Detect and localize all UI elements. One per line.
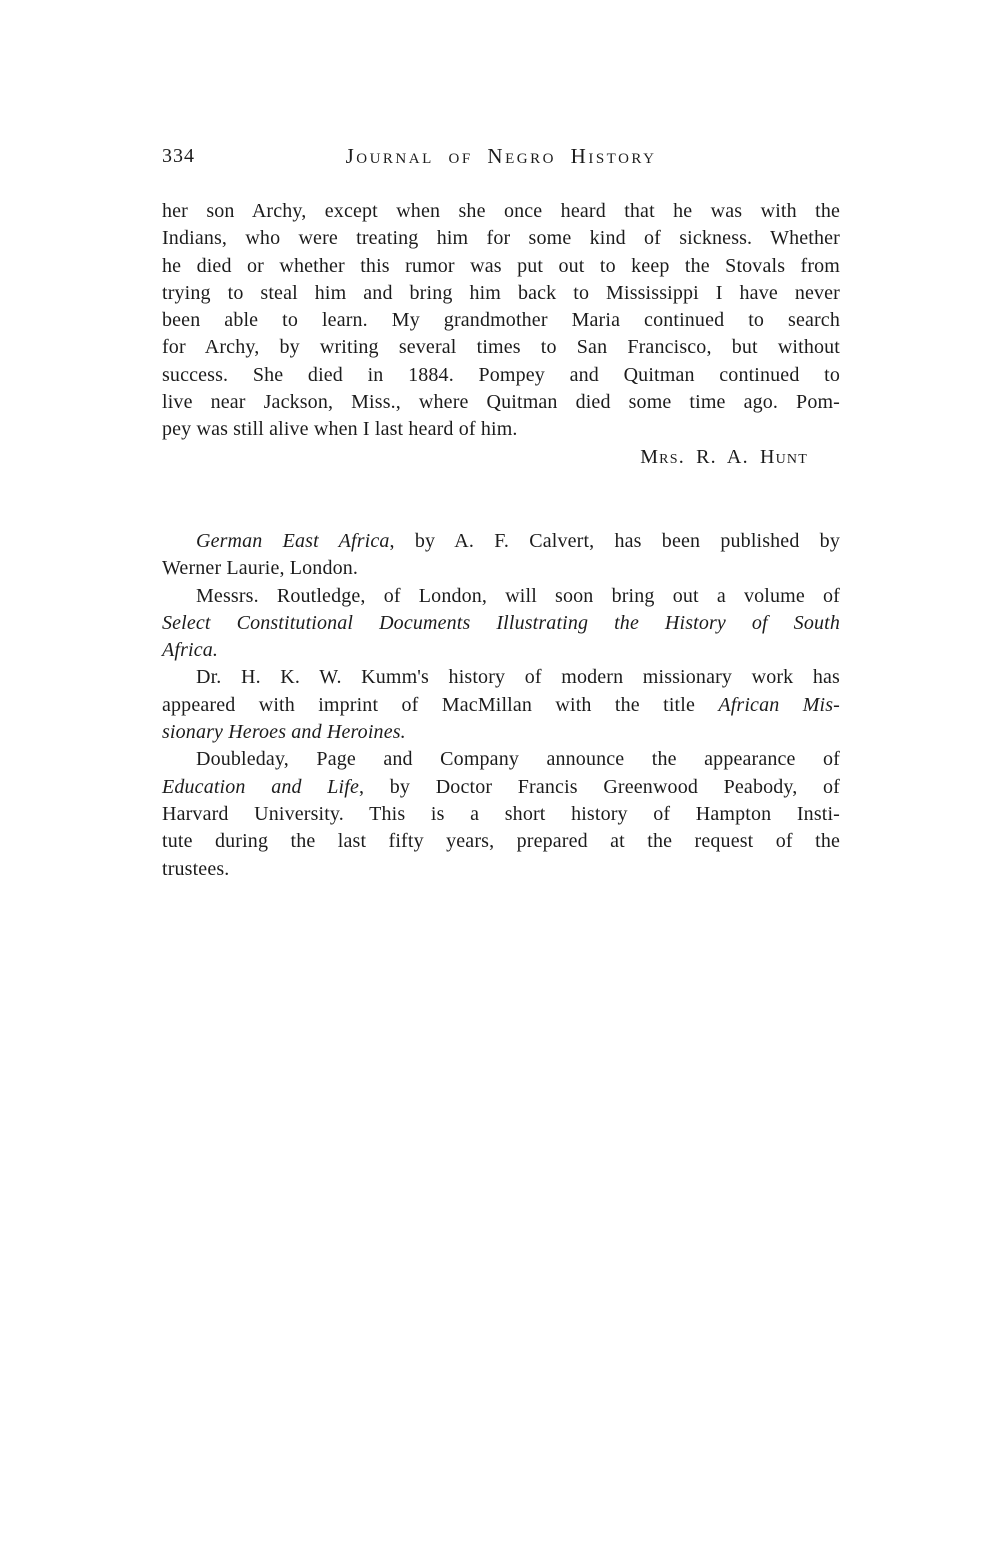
italic-text-run: African Mis- — [718, 693, 840, 716]
text-line — [162, 583, 840, 610]
text-line — [162, 555, 840, 582]
text-line — [162, 362, 840, 389]
text-line — [162, 334, 840, 361]
text-line — [162, 828, 840, 855]
text-line — [162, 225, 840, 252]
text-run: appeared with imprint of MacMillan with the title — [162, 693, 719, 716]
text-run: tute during the last fifty years, prepared at the request of the — [162, 830, 840, 853]
text-run: trustees. — [162, 857, 230, 880]
page-content — [162, 0, 840, 883]
journal-title: Journal of Negro History — [345, 144, 657, 168]
signature: Mrs. R. A. Hunt — [640, 445, 808, 468]
text-line — [162, 856, 840, 883]
text-line — [162, 692, 840, 719]
text-run: Werner Laurie, London. — [162, 557, 359, 580]
text-line — [162, 198, 840, 225]
text-run: he died or whether this rumor was put out to keep the Stovals from — [162, 254, 840, 277]
note-paragraph — [162, 664, 840, 746]
text-run: success. She died in 1884. Pompey and Quitman continued to — [162, 363, 840, 386]
text-line — [162, 307, 840, 334]
note-paragraph — [162, 528, 840, 583]
text-run: for Archy, by writing several times to San Francisco, but without — [162, 336, 840, 359]
text-line — [162, 253, 840, 280]
text-line — [162, 528, 840, 555]
text-line — [162, 389, 840, 416]
article-text — [162, 198, 840, 444]
note-paragraph — [162, 583, 840, 665]
text-line — [162, 280, 840, 307]
text-line — [162, 610, 840, 637]
note-paragraph — [162, 746, 840, 882]
text-run: been able to learn. My grandmother Maria continued to search — [162, 309, 840, 332]
text-line — [162, 801, 840, 828]
text-run: her son Archy, except when she once heard that he was with the — [162, 200, 840, 222]
text-line — [162, 774, 840, 801]
text-line — [162, 416, 840, 443]
italic-text-run: German East Africa — [196, 529, 390, 552]
text-run: pey was still alive when I last heard of him. — [162, 418, 518, 441]
text-line — [162, 637, 840, 664]
text-run: , by A. F. Calvert, has been published by — [389, 529, 840, 552]
notes-section — [162, 528, 840, 883]
italic-text-run: Africa. — [162, 639, 219, 662]
text-run: Indians, who were treating him for some kind of sickness. Whether — [162, 227, 840, 250]
text-run: live near Jackson, Miss., where Quitman died some time ago. Pom- — [162, 391, 840, 414]
text-run: Doubleday, Page and Company announce the appearance of — [196, 748, 840, 771]
italic-text-run: Select Constitutional Documents Illustrating the History of South — [162, 611, 840, 634]
italic-text-run: Education and Life — [162, 775, 359, 798]
text-run: Dr. H. K. W. Kumm's history of modern missionary work has — [196, 666, 840, 689]
text-run: , by Doctor Francis Greenwood Peabody, of — [359, 775, 840, 798]
text-run: trying to steal him and bring him back to Mississippi I have never — [162, 281, 840, 304]
page-number: 334 — [162, 145, 195, 167]
text-line — [162, 719, 840, 746]
text-run: Messrs. Routledge, of London, will soon bring out a volume of — [196, 584, 840, 607]
text-run: Harvard University. This is a short history of Hampton Insti- — [162, 802, 840, 825]
text-line — [162, 664, 840, 691]
italic-text-run: sionary Heroes and Heroines. — [162, 721, 406, 744]
page-header — [162, 144, 840, 168]
text-line — [162, 746, 840, 773]
